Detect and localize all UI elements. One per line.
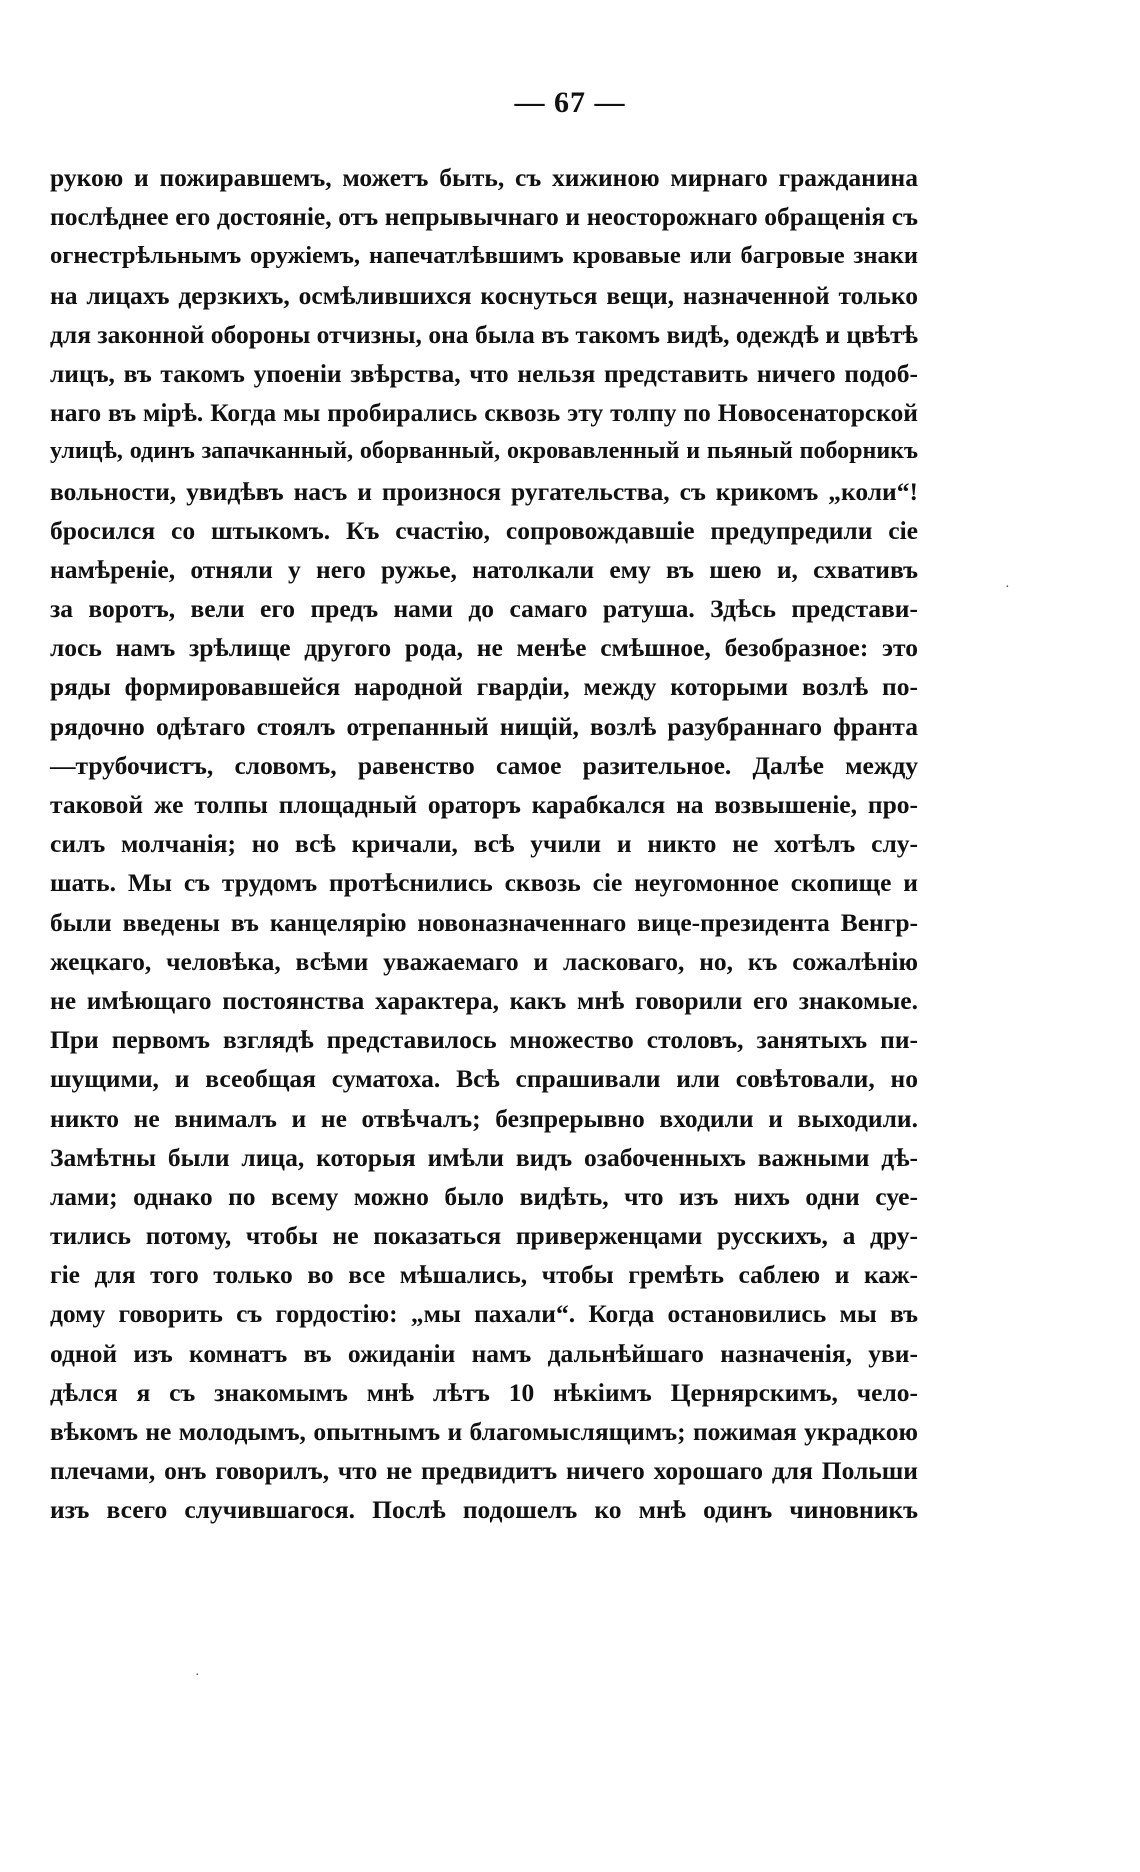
text-line: изъ всего случившагося. Послѣ подошелъ ко мнѣ одинъ чиновникъ <box>50 1495 918 1525</box>
text-line: гіе для того только во все мѣшались, чтобы гремѣть саблею и каж- <box>50 1260 918 1290</box>
text-line: рукою и пожиравшемъ, можетъ быть, съ хижиною мирнаго гражданина <box>50 163 918 192</box>
text-line: бросился со штыкомъ. Къ счастію, сопровождавшіе предупредили сіе <box>50 515 918 545</box>
text-line: никто не внималъ и не отвѣчалъ; безпрерывно входили и выходили. <box>50 1103 918 1133</box>
text-line: огнестрѣльнымъ оружіемъ, напечатлѣвшимъ кровавые или багровые знаки <box>50 242 918 270</box>
text-line: на лицахъ дерзкихъ, осмѣлившихся коснуться вещи, назначенной только <box>50 280 918 310</box>
text-line: улицѣ, одинъ запачканный, оборванный, окровавленный и пьяный поборникъ <box>50 438 918 465</box>
page-number: — 67 — <box>514 86 626 119</box>
text-line: дѣлся я съ знакомымъ мнѣ лѣтъ 10 нѣкіимъ Цернярскимъ, чело- <box>50 1377 918 1407</box>
text-line: лицъ, въ такомъ упоеніи звѣрства, что нельзя представить ничего подоб- <box>50 358 918 388</box>
text-line: шущими, и всеобщая суматоха. Всѣ спрашивали или совѣтовали, но <box>50 1064 918 1094</box>
text-line: были введены въ канцелярію новоназначеннаго вице-президента Венгр- <box>50 907 918 937</box>
body-text <box>50 158 918 1530</box>
text-line: послѣднее его достояніе, отъ непрывычнаго и неосторожнаго обращенія съ <box>50 202 918 232</box>
text-line: наго въ мірѣ. Когда мы пробирались сквозь эту толпу по Новосенаторской <box>50 398 918 428</box>
text-line: не имѣющаго постоянства характера, какъ мнѣ говорили его знакомые. <box>50 985 918 1015</box>
text-line: одной изъ комнатъ въ ожиданіи намъ дальнѣйшаго назначенія, уви- <box>50 1338 918 1368</box>
text-line: рядочно одѣтаго стоялъ отрепанный нищій, возлѣ разубраннаго франта <box>50 711 918 741</box>
text-line: лами; однако по всему можно было видѣть, что изъ нихъ одни суе- <box>50 1181 918 1211</box>
text-line: силъ молчанія; но всѣ кричали, всѣ учили и никто не хотѣлъ слу- <box>50 829 918 859</box>
text-line: тились потому, чтобы не показаться приверженцами русскихъ, а дру- <box>50 1221 918 1251</box>
text-line: —трубочистъ, словомъ, равенство самое разительное. Далѣе между <box>50 750 918 780</box>
text-line: таковой же толпы площадный ораторъ карабкался на возвышеніе, про- <box>50 790 918 819</box>
text-line: ряды формировавшейся народной гвардіи, между которыми возлѣ по- <box>50 672 918 702</box>
text-line: намѣреніе, отняли у него ружье, натолкали ему въ шею и, схвативъ <box>50 554 918 584</box>
text-line: Замѣтны были лица, которыя имѣли видъ озабоченныхъ важными дѣ- <box>50 1142 918 1172</box>
margin-speck: · <box>195 1668 200 1683</box>
text-line: вѣкомъ не молодымъ, опытнымъ и благомыслящимъ; пожимая украдкою <box>50 1417 918 1446</box>
text-line: для законной обороны отчизны, она была въ такомъ видѣ, одеждѣ и цвѣтѣ <box>50 319 918 349</box>
margin-speck: · <box>1005 580 1010 595</box>
text-line: жецкаго, человѣка, всѣми уважаемаго и ласковаго, но, къ сожалѣнію <box>50 946 918 976</box>
text-line: лось намъ зрѣлище другого рода, не менѣе смѣшное, безобразное: это <box>50 633 918 663</box>
text-line: При первомъ взглядѣ представилось множество столовъ, занятыхъ пи- <box>50 1025 918 1055</box>
text-line: плечами, онъ говорилъ, что не предвидитъ ничего хорошаго для Польши <box>50 1456 918 1486</box>
text-line: вольности, увидѣвъ насъ и произнося ругательства, съ крикомъ „коли“! <box>50 476 918 506</box>
text-line: за воротъ, вели его предъ нами до самаго ратуша. Здѣсь представи- <box>50 594 918 624</box>
text-line: шать. Мы съ трудомъ протѣснились сквозь сіе неугомонное скопище и <box>50 868 918 898</box>
text-line: дому говорить съ гордостію: „мы пахали“. Когда остановились мы въ <box>50 1299 918 1329</box>
